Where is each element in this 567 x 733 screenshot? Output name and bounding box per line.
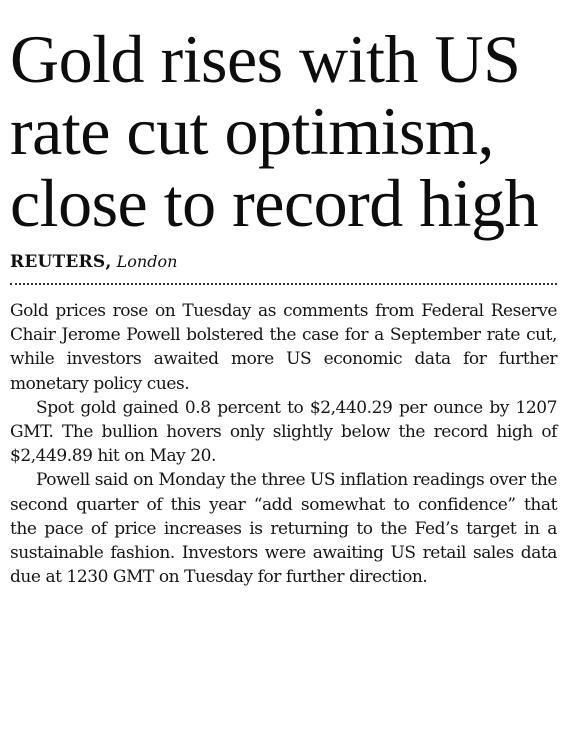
dotted-divider <box>10 283 557 285</box>
headline: Gold rises with US rate cut optimism, close to record high <box>10 21 539 241</box>
body-paragraph: Gold prices rose on Tuesday as comments from Federal Reserve Chair Jerome Powell bolstered the case for a September rate cut, while investors awaited more US economic data for further monetary policy cues. <box>10 301 557 394</box>
byline-city: London <box>116 252 178 271</box>
byline-separator: , <box>105 252 112 272</box>
byline <box>10 251 557 273</box>
article-body <box>10 299 557 589</box>
body-paragraph: Spot gold gained 0.8 percent to $2,440.29 per ounce by 1207 GMT. The bullion hovers only slightly below the record high of $2,449.89 hit on May 20. <box>10 397 557 467</box>
news-article <box>10 0 557 589</box>
body-paragraph: Powell said on Monday the three US inflation readings over the second quarter of this year “add somewhat to confidence” that the pace of price increases is returning to the Fed’s target in a sustainable fashion. Investors were awaiting US retail sales data due at 1230 GMT on Tuesday for further direction. <box>10 470 557 588</box>
byline-agency: REUTERS <box>10 252 106 272</box>
